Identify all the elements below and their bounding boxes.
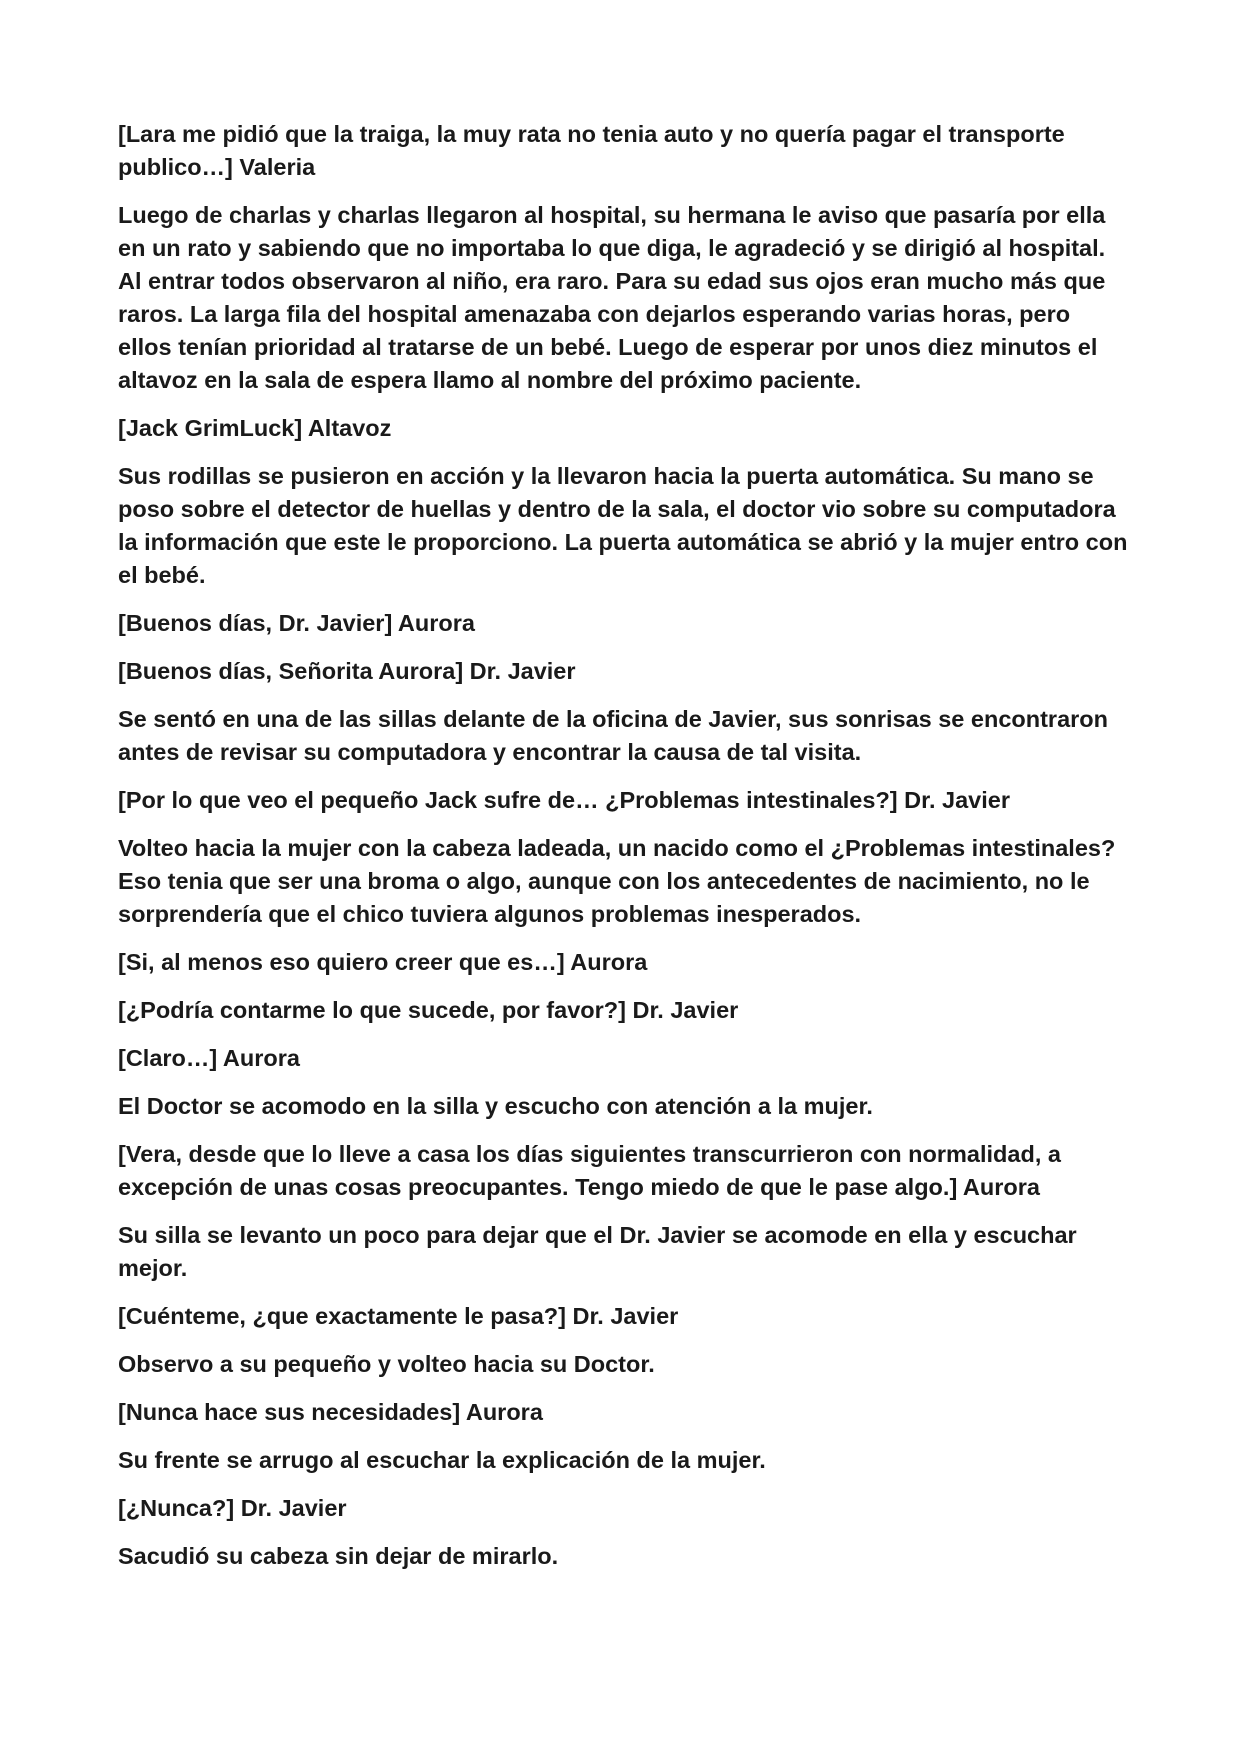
paragraph-dialogue: [¿Podría contarme lo que sucede, por favor?] Dr. Javier [118, 997, 739, 1023]
paragraph-dialogue: [Jack GrimLuck] Altavoz [118, 415, 392, 441]
paragraph-dialogue: [Claro…] Aurora [118, 1045, 300, 1071]
paragraph-narration: Su frente se arrugo al escuchar la explicación de la mujer. [118, 1447, 766, 1473]
paragraph-narration: Sus rodillas se pusieron en acción y la llevaron hacia la puerta automática. Su mano se poso sobre el detector de huellas y dentro de la sala, el doctor vio sobre su computadora la información que este le proporciono. La puerta automática se abrió y la mujer entro con el bebé. [118, 463, 1128, 588]
paragraph-narration: Su silla se levanto un poco para dejar que el Dr. Javier se acomode en ella y escuchar mejor. [118, 1222, 1077, 1281]
paragraph-dialogue: [Por lo que veo el pequeño Jack sufre de… ¿Problemas intestinales?] Dr. Javier [118, 787, 1010, 813]
paragraph-dialogue: [Buenos días, Señorita Aurora] Dr. Javier [118, 658, 576, 684]
paragraph-dialogue: [Si, al menos eso quiero creer que es…] Aurora [118, 949, 648, 975]
paragraph-dialogue: [Cuénteme, ¿que exactamente le pasa?] Dr. Javier [118, 1303, 679, 1329]
paragraph-narration: El Doctor se acomodo en la silla y escucho con atención a la mujer. [118, 1093, 873, 1119]
paragraph-narration: Luego de charlas y charlas llegaron al hospital, su hermana le aviso que pasaría por ella en un rato y sabiendo que no importaba lo que diga, le agradeció y se dirigió al hospital. Al entrar todos observaron al niño, era raro. Para su edad sus ojos eran mucho más que raros. La larga fila del hospital amenazaba con dejarlos esperando varias horas, pero ellos tenían prioridad al tratarse de un bebé. Luego de esperar por unos diez minutos el altavoz en la sala de espera llamo al nombre del próximo paciente. [118, 202, 1106, 393]
paragraph-narration: Observo a su pequeño y volteo hacia su Doctor. [118, 1351, 655, 1377]
paragraph-narration: Sacudió su cabeza sin dejar de mirarlo. [118, 1543, 559, 1569]
document-body [118, 118, 1130, 1588]
paragraph-dialogue: [Nunca hace sus necesidades] Aurora [118, 1399, 543, 1425]
paragraph-narration: Se sentó en una de las sillas delante de la oficina de Javier, sus sonrisas se encontraron antes de revisar su computadora y encontrar la causa de tal visita. [118, 706, 1109, 765]
paragraph-narration: Volteo hacia la mujer con la cabeza ladeada, un nacido como el ¿Problemas intestinales? Eso tenia que ser una broma o algo, aunque con los antecedentes de nacimiento, no le sorprendería que el chico tuviera algunos problemas inesperados. [118, 835, 1116, 927]
paragraph-dialogue: [Vera, desde que lo lleve a casa los días siguientes transcurrieron con normalidad, a excepción de unas cosas preocupantes. Tengo miedo de que le pase algo.] Aurora [118, 1141, 1061, 1200]
paragraph-dialogue: [Buenos días, Dr. Javier] Aurora [118, 610, 475, 636]
paragraph-dialogue: [Lara me pidió que la traiga, la muy rata no tenia auto y no quería pagar el transporte publico…] Valeria [118, 121, 1065, 180]
paragraph-dialogue: [¿Nunca?] Dr. Javier [118, 1495, 347, 1521]
